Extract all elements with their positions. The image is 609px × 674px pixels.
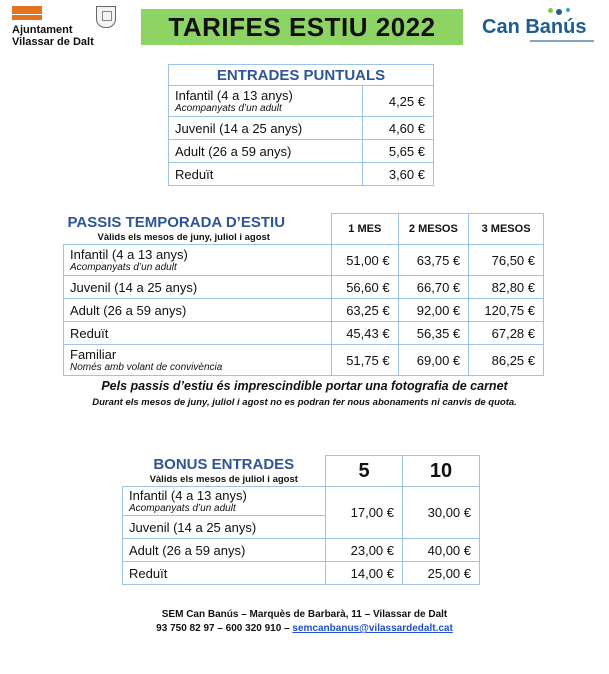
table-row <box>169 117 434 140</box>
entrades-table <box>168 64 434 186</box>
table-row <box>123 539 480 562</box>
price-cell: 40,00 € <box>403 539 480 562</box>
price-cell: 76,50 € <box>469 245 544 276</box>
quota-note: Durant els mesos de juny, juliol i agost no es podran fer nous abonaments ni canvis de quota. <box>92 397 517 408</box>
price-cell: 3,60 € <box>363 163 434 186</box>
footer-email-link[interactable]: semcanbanus@vilassardedalt.cat <box>292 623 453 634</box>
footer-address: SEM Can Banús – Marquès de Barbarà, 11 – Vilassar de Dalt <box>161 609 448 620</box>
price-cell: 69,00 € <box>398 345 469 376</box>
bonus-table <box>122 455 480 585</box>
can-banus-logo <box>478 8 600 48</box>
price-cell: 4,25 € <box>363 86 434 117</box>
price-cell: 92,00 € <box>398 299 469 322</box>
logo-tag-bar <box>12 6 42 14</box>
entrades-title: ENTRADES PUNTUALS <box>169 65 434 86</box>
photo-requirement-note: Pels passis d’estiu és imprescindible portar una fotografia de carnet <box>101 379 508 393</box>
page-title: TARIFES ESTIU 2022 <box>141 9 463 45</box>
passis-title: PASSIS TEMPORADA D’ESTIU <box>67 214 286 232</box>
row-label: Infantil (4 a 13 anys) <box>129 487 247 503</box>
logo-tag-bar-2 <box>12 15 42 20</box>
bonus-header <box>123 456 326 487</box>
row-label: Juvenil (14 a 25 anys) <box>64 276 332 299</box>
row-label: Reduït <box>64 322 332 345</box>
price-cell: 14,00 € <box>326 562 403 585</box>
price-cell: 82,80 € <box>469 276 544 299</box>
row-label: Reduït <box>169 163 363 186</box>
price-cell: 63,75 € <box>398 245 469 276</box>
price-cell: 56,60 € <box>332 276 399 299</box>
table-row <box>64 245 544 276</box>
row-label: Familiar <box>70 346 117 362</box>
row-note: Acompanyats d’un adult <box>70 261 177 273</box>
row-label: Infantil (4 a 13 anys) <box>70 246 188 262</box>
price-cell: 66,70 € <box>398 276 469 299</box>
brand-name: Can Banús <box>482 16 587 38</box>
row-label: Adult (26 a 59 anys) <box>123 539 326 562</box>
price-cell: 56,35 € <box>398 322 469 345</box>
row-note: Acompanyats d’un adult <box>129 502 236 514</box>
table-row <box>64 345 544 376</box>
price-cell: 23,00 € <box>326 539 403 562</box>
row-label: Adult (26 a 59 anys) <box>169 140 363 163</box>
row-label: Juvenil (14 a 25 anys) <box>169 117 363 140</box>
municipality-logo <box>12 6 117 46</box>
bonus-subtitle: Vàlids els mesos de juliol i agost <box>149 474 298 486</box>
price-cell: 4,60 € <box>363 117 434 140</box>
table-row <box>64 299 544 322</box>
logo-dot-icon <box>566 8 570 12</box>
passis-table <box>63 213 544 376</box>
row-note: Acompanyats d’un adult <box>175 102 282 114</box>
price-cell: 51,75 € <box>332 345 399 376</box>
table-row <box>169 86 434 117</box>
price-cell: 30,00 € <box>403 487 480 539</box>
row-label: Adult (26 a 59 anys) <box>64 299 332 322</box>
column-header: 1 MES <box>332 214 399 245</box>
table-row <box>64 322 544 345</box>
price-cell: 67,28 € <box>469 322 544 345</box>
price-cell: 120,75 € <box>469 299 544 322</box>
column-header: 3 MESOS <box>469 214 544 245</box>
bonus-title: BONUS ENTRADES <box>153 456 295 474</box>
price-cell: 63,25 € <box>332 299 399 322</box>
table-row <box>64 276 544 299</box>
municipality-name-line2: Vilassar de Dalt <box>12 36 94 48</box>
row-label: Juvenil (14 a 25 anys) <box>123 516 326 539</box>
price-cell: 86,25 € <box>469 345 544 376</box>
row-label: Reduït <box>123 562 326 585</box>
footer-phones: 93 750 82 97 – 600 320 910 – <box>156 623 293 634</box>
price-cell: 25,00 € <box>403 562 480 585</box>
column-header: 10 <box>403 456 480 487</box>
row-label: Infantil (4 a 13 anys) <box>175 87 293 103</box>
column-header: 5 <box>326 456 403 487</box>
table-row <box>169 140 434 163</box>
logo-dot-icon <box>556 9 562 15</box>
passis-subtitle: Vàlids els mesos de juny, juliol i agost <box>97 232 270 244</box>
logo-dot-icon <box>548 8 553 13</box>
row-note: Només amb volant de convivència <box>70 361 223 373</box>
price-cell: 17,00 € <box>326 487 403 539</box>
brand-tagline-line <box>530 40 594 42</box>
column-header: 2 MESOS <box>398 214 469 245</box>
coat-of-arms-icon <box>96 6 116 28</box>
table-row <box>169 163 434 186</box>
table-row <box>123 487 480 516</box>
price-cell: 51,00 € <box>332 245 399 276</box>
municipality-name-line1: Ajuntament <box>12 24 73 36</box>
passis-header <box>64 214 332 245</box>
price-cell: 5,65 € <box>363 140 434 163</box>
footer-contact <box>0 623 609 634</box>
price-cell: 45,43 € <box>332 322 399 345</box>
table-row <box>123 562 480 585</box>
